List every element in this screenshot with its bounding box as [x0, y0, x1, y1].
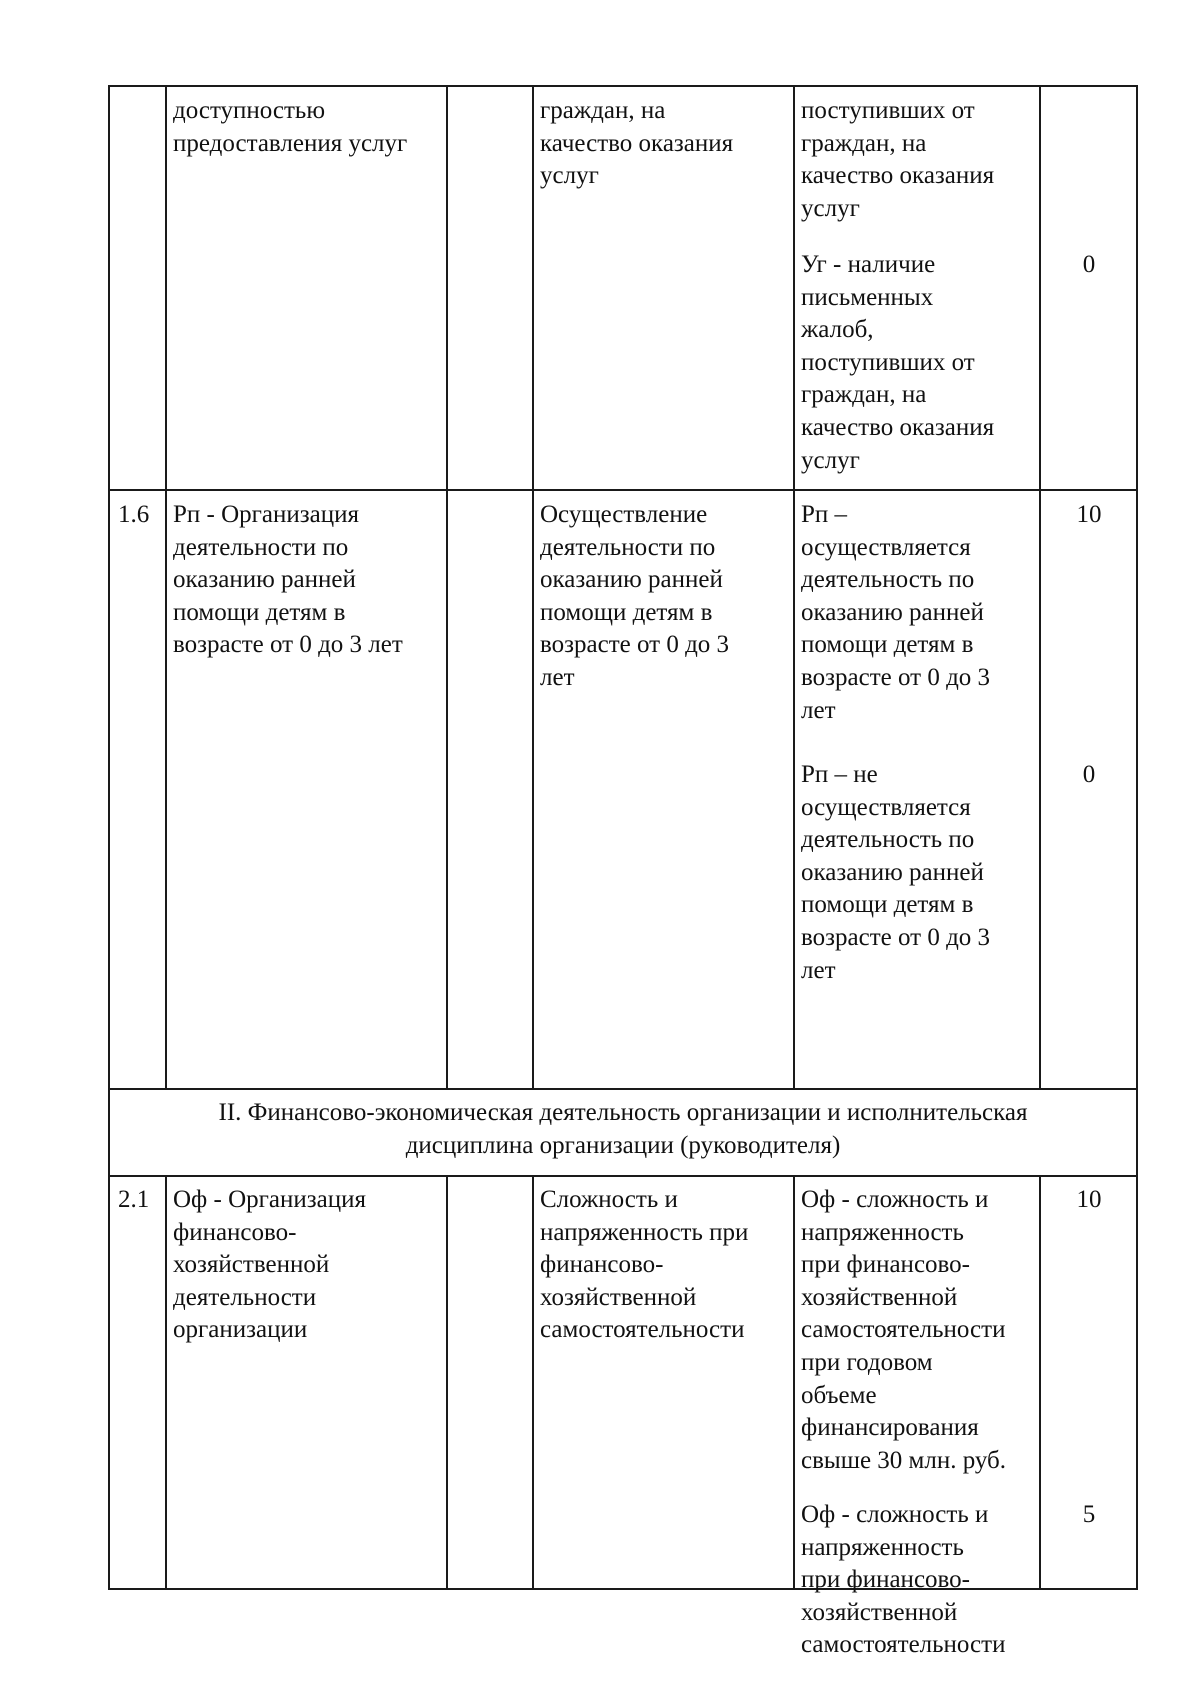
- col-divider-2a: [446, 85, 448, 1089]
- col-divider-3b: [532, 1175, 534, 1590]
- row-criterion-text: Оф - сложность и напряженность при финансово- хозяйственной самостоятельности: [801, 1501, 1006, 1659]
- row-criterion-points: 5: [1082, 1501, 1096, 1528]
- row-criterion-text: поступивших от граждан, на качество оказания услуг: [801, 97, 995, 222]
- col-divider-4a: [793, 85, 795, 1089]
- row-divider-1: [108, 489, 1138, 491]
- row-criterion-text: Оф - сложность и напряженность при финансово- хозяйственной самостоятельности при годовом объеме финансирования свыше 30 млн. руб.: [801, 1186, 1007, 1474]
- row-indicator: Осуществление деятельности по оказанию ранней помощи детям в возрасте от 0 до 3 лет: [540, 501, 730, 691]
- row-criterion-points: 0: [1082, 761, 1096, 788]
- col-divider-5a: [1039, 85, 1041, 1089]
- col-divider-1b: [165, 1175, 167, 1590]
- row-criterion-points: 10: [1076, 1186, 1102, 1213]
- criteria-table: [108, 85, 1138, 1659]
- section-heading: II. Финансово-экономическая деятельность организации и исполнительская дисциплина организации (руководителя): [218, 1099, 1028, 1159]
- row-criterion-text: Уг - наличие письменных жалоб, поступивших от граждан, на качество оказания услуг: [801, 251, 995, 474]
- row-indicator: граждан, на качество оказания услуг: [540, 97, 734, 190]
- row-name: доступностью предоставления услуг: [173, 97, 408, 157]
- row-criterion-text: Рп – не осуществляется деятельность по оказанию ранней помощи детям в возрасте от 0 до 3 лет: [801, 761, 991, 984]
- table-border-top: [108, 85, 1138, 87]
- row-number: 1.6: [118, 501, 150, 528]
- row-divider-2: [108, 1088, 1138, 1090]
- col-divider-1a: [165, 85, 167, 1089]
- table-border-left: [108, 85, 110, 1590]
- row-number: 2.1: [118, 1186, 150, 1213]
- col-divider-4b: [793, 1175, 795, 1590]
- row-criterion-text: Рп – осуществляется деятельность по оказанию ранней помощи детям в возрасте от 0 до 3 лет: [801, 501, 991, 724]
- row-indicator: Сложность и напряженность при финансово- хозяйственной самостоятельности: [540, 1186, 749, 1344]
- col-divider-3a: [532, 85, 534, 1089]
- row-criterion-points: 0: [1082, 251, 1096, 278]
- row-criterion-points: 10: [1076, 501, 1102, 528]
- col-divider-2b: [446, 1175, 448, 1590]
- row-name: Оф - Организация финансово- хозяйственной деятельности организации: [173, 1186, 366, 1344]
- row-divider-3: [108, 1175, 1138, 1177]
- row-name: Рп - Организация деятельности по оказанию ранней помощи детям в возрасте от 0 до 3 лет: [173, 501, 403, 659]
- table-border-right: [1136, 85, 1138, 1590]
